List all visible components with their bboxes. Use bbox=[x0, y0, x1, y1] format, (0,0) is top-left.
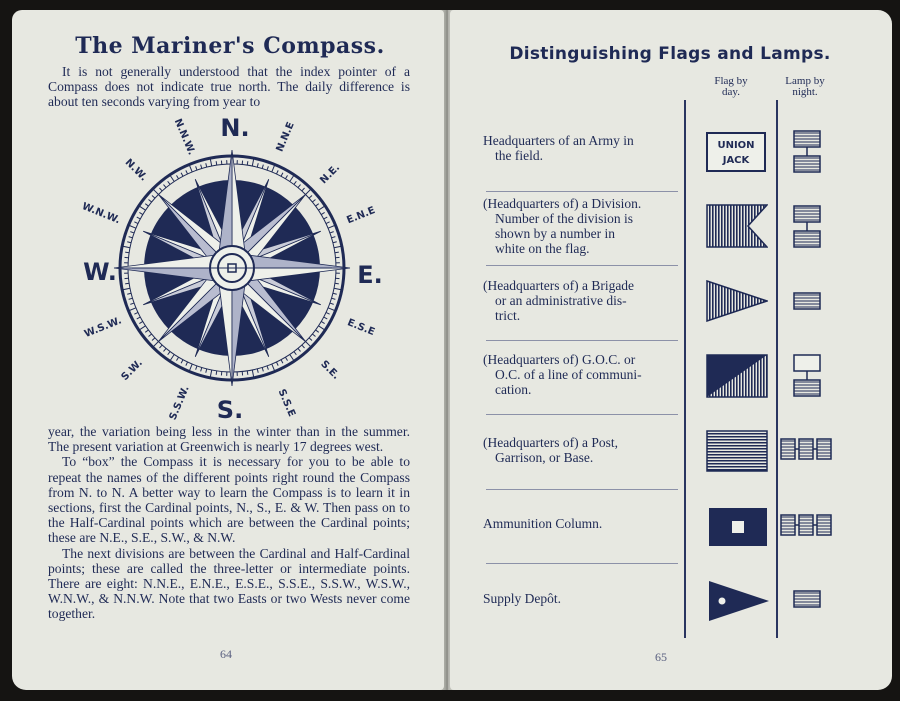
two-lamps-stacked bbox=[793, 205, 823, 249]
row-division-text bbox=[483, 196, 677, 256]
row-divider bbox=[486, 340, 678, 341]
compass-tick bbox=[335, 283, 339, 284]
row-brigade-line2: or an administrative dis- bbox=[495, 293, 627, 308]
compass-tick bbox=[332, 237, 336, 238]
compass-label-ne: N.E. bbox=[318, 162, 343, 187]
union-jack-flag bbox=[706, 132, 766, 172]
single-lamp bbox=[793, 590, 823, 610]
compass-tick bbox=[206, 369, 207, 373]
compass-tick bbox=[262, 368, 263, 372]
compass-label-ene: E.N.E bbox=[345, 205, 377, 227]
compass-tick bbox=[328, 225, 335, 228]
compass-tick bbox=[168, 352, 170, 355]
compass-tick bbox=[290, 175, 294, 182]
compass-tick bbox=[306, 189, 312, 195]
right-page bbox=[450, 10, 892, 690]
compass-tick bbox=[312, 334, 315, 337]
compass-tick bbox=[285, 357, 287, 360]
compass-tick bbox=[159, 345, 162, 348]
compass-rose-graphic bbox=[70, 108, 390, 426]
compass-tick bbox=[137, 217, 141, 219]
body-text bbox=[48, 424, 410, 622]
row-brigade-line3: trict. bbox=[495, 308, 521, 323]
compass-tick bbox=[332, 298, 336, 299]
body-paragraph-2: To “box” the Compass it is necessary for you to be able to repeat the names of the different points right round the Compass from N. to N. A better way to learn the Compass is to learn it in sections, first the Cardinal points, N., S., E. & W. Then pass on to the Half-Cardinal points which are between the Cardinal points; these are N.E., S.E., S.W., & N.W. bbox=[48, 454, 410, 546]
compass-tick bbox=[176, 175, 178, 178]
page-title-flags: Distinguishing Flags and Lamps. bbox=[509, 44, 831, 64]
compass-tick bbox=[333, 242, 337, 243]
compass-tick bbox=[139, 326, 146, 330]
compass-tick bbox=[324, 317, 328, 319]
compass-tick bbox=[181, 173, 183, 177]
row-brigade-line1: (Headquarters of) a Brigade bbox=[483, 278, 635, 293]
compass-tick bbox=[318, 206, 325, 210]
compass-tick bbox=[189, 165, 192, 172]
row-army-text bbox=[483, 133, 677, 163]
compass-tick bbox=[290, 354, 294, 361]
column-divider-right bbox=[776, 100, 778, 638]
row-ammunition-line1: Ammunition Column. bbox=[483, 516, 603, 531]
row-post-line2: Garrison, or Base. bbox=[495, 450, 594, 465]
compass-tick bbox=[257, 163, 258, 167]
compass-label-wnw: W.N.W. bbox=[80, 201, 122, 227]
compass-tick bbox=[196, 366, 197, 370]
compass-tick bbox=[316, 204, 319, 206]
compass-tick bbox=[168, 181, 170, 184]
compass-label-nw: N.W. bbox=[122, 157, 149, 184]
compass-tick bbox=[326, 222, 330, 224]
compass-label-nnw: N.N.W. bbox=[171, 117, 197, 157]
compass-label-s: S. bbox=[216, 396, 244, 424]
column-header-flag-line2: day. bbox=[722, 86, 740, 98]
compass-tick bbox=[324, 217, 328, 219]
compass-tick bbox=[129, 298, 133, 299]
body-paragraph-1: year, the variation being less in the winter than in the summer. The present variation at Greenwich is nearly 17 degrees west. bbox=[48, 424, 410, 455]
compass-tick bbox=[333, 293, 337, 294]
compass-tick bbox=[201, 368, 202, 372]
row-divider bbox=[486, 563, 678, 564]
compass-tick bbox=[201, 165, 202, 169]
union-jack-text-2: JACK bbox=[722, 155, 750, 166]
compass-tick bbox=[139, 321, 142, 323]
compass-tick bbox=[281, 360, 283, 364]
compass-label-se: S.E. bbox=[318, 358, 342, 382]
compass-tick bbox=[216, 371, 217, 375]
dark-pennant-white-dot bbox=[708, 580, 770, 622]
compass-tick bbox=[196, 166, 197, 170]
compass-tick bbox=[170, 354, 174, 361]
compass-tick bbox=[127, 242, 131, 243]
row-division-line3: shown by a number in bbox=[495, 226, 615, 241]
row-goc-line2: O.C. of a line of communi- bbox=[495, 367, 642, 382]
compass-rose-drawing bbox=[114, 150, 350, 386]
compass-label-ssw: S.S.W. bbox=[167, 384, 192, 422]
compass-tick bbox=[281, 173, 283, 177]
compass-label-ese: E.S.E bbox=[345, 317, 377, 339]
row-army-line2: the field. bbox=[495, 148, 543, 163]
three-lamps-row bbox=[780, 438, 832, 462]
compass-tick bbox=[127, 293, 131, 294]
compass-tick bbox=[330, 303, 334, 304]
column-header-lamp-line1: Lamp by bbox=[785, 75, 825, 87]
compass-tick bbox=[321, 321, 324, 323]
three-lamps-row bbox=[780, 514, 832, 538]
column-header-flag bbox=[700, 76, 762, 98]
row-divider bbox=[486, 414, 678, 415]
compass-tick bbox=[312, 199, 315, 202]
striped-rectangle-flag bbox=[706, 430, 768, 472]
compass-tick bbox=[206, 163, 207, 167]
compass-tick bbox=[159, 188, 162, 191]
compass-tick bbox=[257, 369, 258, 373]
row-supply-line1: Supply Depôt. bbox=[483, 591, 562, 606]
row-army-line1: Headquarters of an Army in bbox=[483, 133, 634, 148]
compass-tick bbox=[294, 352, 296, 355]
two-lamps-stacked bbox=[793, 354, 823, 398]
compass-tick bbox=[153, 189, 159, 195]
compass-tick bbox=[152, 338, 155, 341]
compass-tick bbox=[134, 312, 138, 314]
compass-tick bbox=[302, 188, 305, 191]
swallowtail-flag bbox=[706, 204, 768, 248]
compass-tick bbox=[330, 232, 334, 233]
compass-tick bbox=[262, 165, 263, 169]
row-post-line1: (Headquarters of) a Post, bbox=[483, 435, 618, 450]
compass-tick bbox=[125, 283, 129, 284]
row-division-line4: white on the flag. bbox=[495, 241, 590, 256]
compass-label-e: E. bbox=[357, 261, 383, 289]
body-paragraph-3: The next divisions are between the Cardinal and Half-Cardinal points; these are called the three-letter or intermediate points. There are eight: N.N.E., E.N.E., E.S.E., S.S.E., S.S.W., W.S.W., W.N.W., & N.N.W. Note that two Easts or two Wests never come together. bbox=[48, 545, 410, 622]
compass-tick bbox=[318, 326, 325, 330]
row-supply-text bbox=[483, 591, 677, 606]
row-division-line2: Number of the division is bbox=[495, 211, 633, 226]
compass-label-nne: N.N.E bbox=[274, 120, 297, 154]
compass-tick bbox=[176, 357, 178, 360]
compass-tick bbox=[186, 170, 188, 174]
compass-tick bbox=[276, 362, 278, 366]
column-header-lamp-line2: night. bbox=[792, 86, 818, 98]
row-goc-line3: cation. bbox=[495, 382, 532, 397]
union-jack-text-1: UNION bbox=[717, 140, 755, 151]
row-division-line1: (Headquarters of) a Division. bbox=[483, 196, 642, 211]
single-lamp bbox=[793, 292, 823, 312]
compass-tick bbox=[309, 338, 312, 341]
compass-tick bbox=[139, 206, 146, 210]
compass-tick bbox=[149, 199, 152, 202]
compass-tick bbox=[163, 348, 166, 351]
compass-tick bbox=[186, 362, 188, 366]
compass-tick bbox=[216, 161, 217, 165]
compass-tick bbox=[326, 312, 330, 314]
intro-text: It is not generally understood that the index pointer of a Compass does not indicate true north. The daily difference is about ten seconds varying from year to bbox=[48, 64, 410, 110]
compass-tick bbox=[181, 360, 183, 364]
diagonal-split-flag bbox=[706, 354, 768, 398]
compass-tick bbox=[328, 308, 335, 311]
compass-label-sw: S.W. bbox=[119, 357, 145, 383]
compass-label-wsw: W.S.W. bbox=[82, 315, 124, 341]
compass-tick bbox=[170, 175, 174, 182]
compass-tick bbox=[130, 303, 134, 304]
row-divider bbox=[486, 265, 678, 266]
compass-tick bbox=[152, 195, 155, 198]
compass-tick bbox=[137, 317, 141, 319]
compass-tick bbox=[129, 225, 136, 228]
compass-tick bbox=[129, 308, 136, 311]
compass-label-sse: S.S.E bbox=[275, 387, 297, 419]
compass-tick bbox=[272, 165, 275, 172]
compass-tick bbox=[321, 212, 324, 214]
page-number-left: 64 bbox=[220, 647, 232, 661]
compass-tick bbox=[145, 204, 148, 206]
triangular-pennant bbox=[706, 280, 768, 322]
intro-paragraph bbox=[48, 64, 410, 110]
compass-tick bbox=[134, 222, 138, 224]
column-header-lamp bbox=[775, 76, 835, 98]
compass-tick bbox=[163, 185, 166, 188]
compass-tick bbox=[189, 364, 192, 371]
row-divider bbox=[486, 489, 678, 490]
page-number-right: 65 bbox=[655, 650, 667, 664]
compass-tick bbox=[316, 330, 319, 332]
compass-tick bbox=[153, 342, 159, 348]
compass-tick bbox=[285, 175, 287, 178]
row-goc-line1: (Headquarters of) G.O.C. or bbox=[483, 352, 636, 367]
row-ammunition-text bbox=[483, 516, 677, 531]
compass-tick bbox=[335, 252, 339, 253]
row-goc-text bbox=[483, 352, 677, 397]
compass-tick bbox=[272, 364, 275, 371]
dark-flag-white-square bbox=[708, 507, 768, 547]
compass-tick bbox=[309, 195, 312, 198]
compass-rose bbox=[70, 108, 390, 426]
compass-tick bbox=[247, 161, 248, 165]
compass-tick bbox=[149, 334, 152, 337]
compass-tick bbox=[298, 185, 301, 188]
two-lamps-stacked bbox=[793, 130, 823, 174]
compass-tick bbox=[139, 212, 142, 214]
compass-tick bbox=[145, 330, 148, 332]
compass-tick bbox=[306, 342, 312, 348]
compass-tick bbox=[276, 170, 278, 174]
compass-tick bbox=[302, 345, 305, 348]
page-title-compass: The Mariner's Compass. bbox=[75, 33, 385, 59]
compass-tick bbox=[247, 371, 248, 375]
compass-tick bbox=[129, 237, 133, 238]
compass-label-w: W. bbox=[83, 258, 117, 286]
column-divider-left bbox=[684, 100, 686, 638]
row-brigade-text bbox=[483, 278, 677, 323]
compass-tick bbox=[267, 366, 268, 370]
compass-tick bbox=[130, 232, 134, 233]
row-divider bbox=[486, 191, 678, 192]
column-header-flag-line1: Flag by bbox=[714, 75, 748, 87]
compass-tick bbox=[298, 348, 301, 351]
compass-tick bbox=[294, 181, 296, 184]
row-post-text bbox=[483, 435, 677, 465]
compass-tick bbox=[125, 252, 129, 253]
compass-tick bbox=[267, 166, 268, 170]
compass-label-n: N. bbox=[220, 114, 250, 142]
